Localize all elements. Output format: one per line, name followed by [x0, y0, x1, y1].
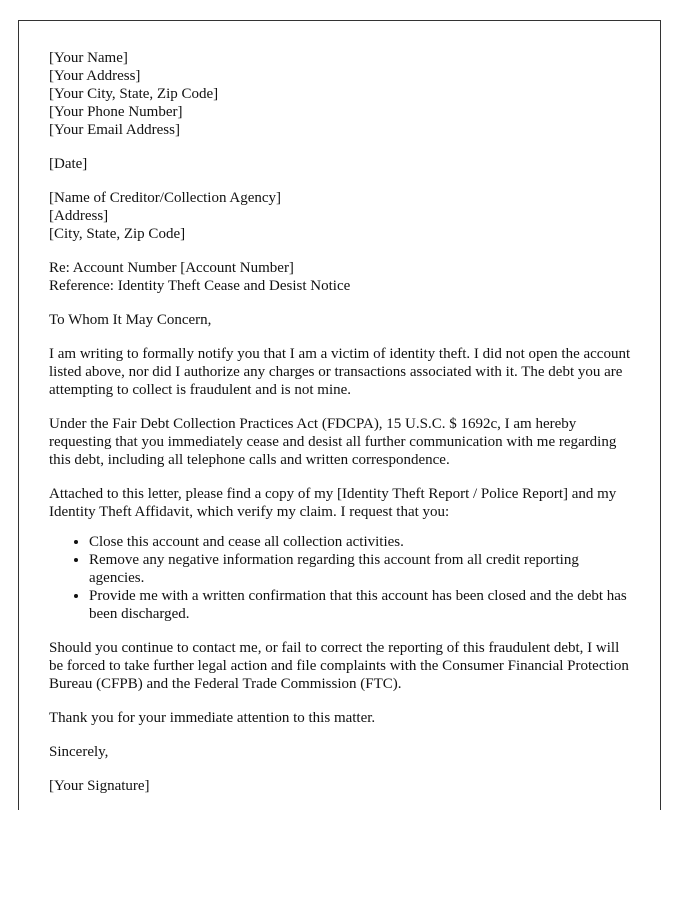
date-block [49, 155, 632, 173]
body-paragraph: Thank you for your immediate attention to this matter. [49, 710, 376, 726]
list-item: • Provide me with a written confirmation that this account has been closed and the debt has been discharged. [89, 587, 632, 623]
re-line: Re: Account Number [Account Number] [49, 260, 294, 276]
list-item: • Remove any negative information regarding this account from all credit reporting agencies. [89, 551, 632, 587]
body-paragraph: Under the Fair Debt Collection Practices Act (FDCPA), 15 U.S.C. $ 1692c, I am hereby requesting that you immediately cease and desist all further communication with me regarding this debt, including all telephone calls and written correspondence. [49, 416, 617, 468]
body-paragraph: I am writing to formally notify you that I am a victim of identity theft. I did not open the account listed above, nor did I authorize any charges or transactions associated with it. The debt you are attempting to collect is fraudulent and is not mine. [49, 346, 631, 398]
letter-page [18, 20, 661, 810]
sender-address: [Your Address] [49, 68, 141, 84]
sender-phone: [Your Phone Number] [49, 104, 183, 120]
recipient-name: [Name of Creditor/Collection Agency] [49, 190, 282, 206]
list-item: • Close this account and cease all collection activities. [89, 533, 632, 551]
sender-block [49, 49, 632, 139]
recipient-address: [Address] [49, 208, 109, 224]
body-paragraph: Attached to this letter, please find a copy of my [Identity Theft Report / Police Report] and my Identity Theft Affidavit, which verify my claim. I request that you: [49, 486, 617, 520]
letter-content [49, 49, 632, 810]
sender-email: [Your Email Address] [49, 122, 180, 138]
request-list [49, 533, 632, 623]
reference-block [49, 259, 632, 295]
salutation: To Whom It May Concern, [49, 312, 212, 328]
body-paragraph: Should you continue to contact me, or fail to correct the reporting of this fraudulent debt, I will be forced to take further legal action and file complaints with the Consumer Financial Protection Bureau (CFPB) and the Federal Trade Commission (FTC). [49, 640, 629, 692]
recipient-block [49, 189, 632, 243]
sign-off: Sincerely, [49, 744, 109, 760]
sender-city-state-zip: [Your City, State, Zip Code] [49, 86, 219, 102]
reference-line: Reference: Identity Theft Cease and Desist Notice [49, 278, 351, 294]
letter-date: [Date] [49, 156, 88, 172]
recipient-city-state-zip: [City, State, Zip Code] [49, 226, 186, 242]
sender-name: [Your Name] [49, 50, 128, 66]
signature: [Your Signature] [49, 778, 150, 794]
